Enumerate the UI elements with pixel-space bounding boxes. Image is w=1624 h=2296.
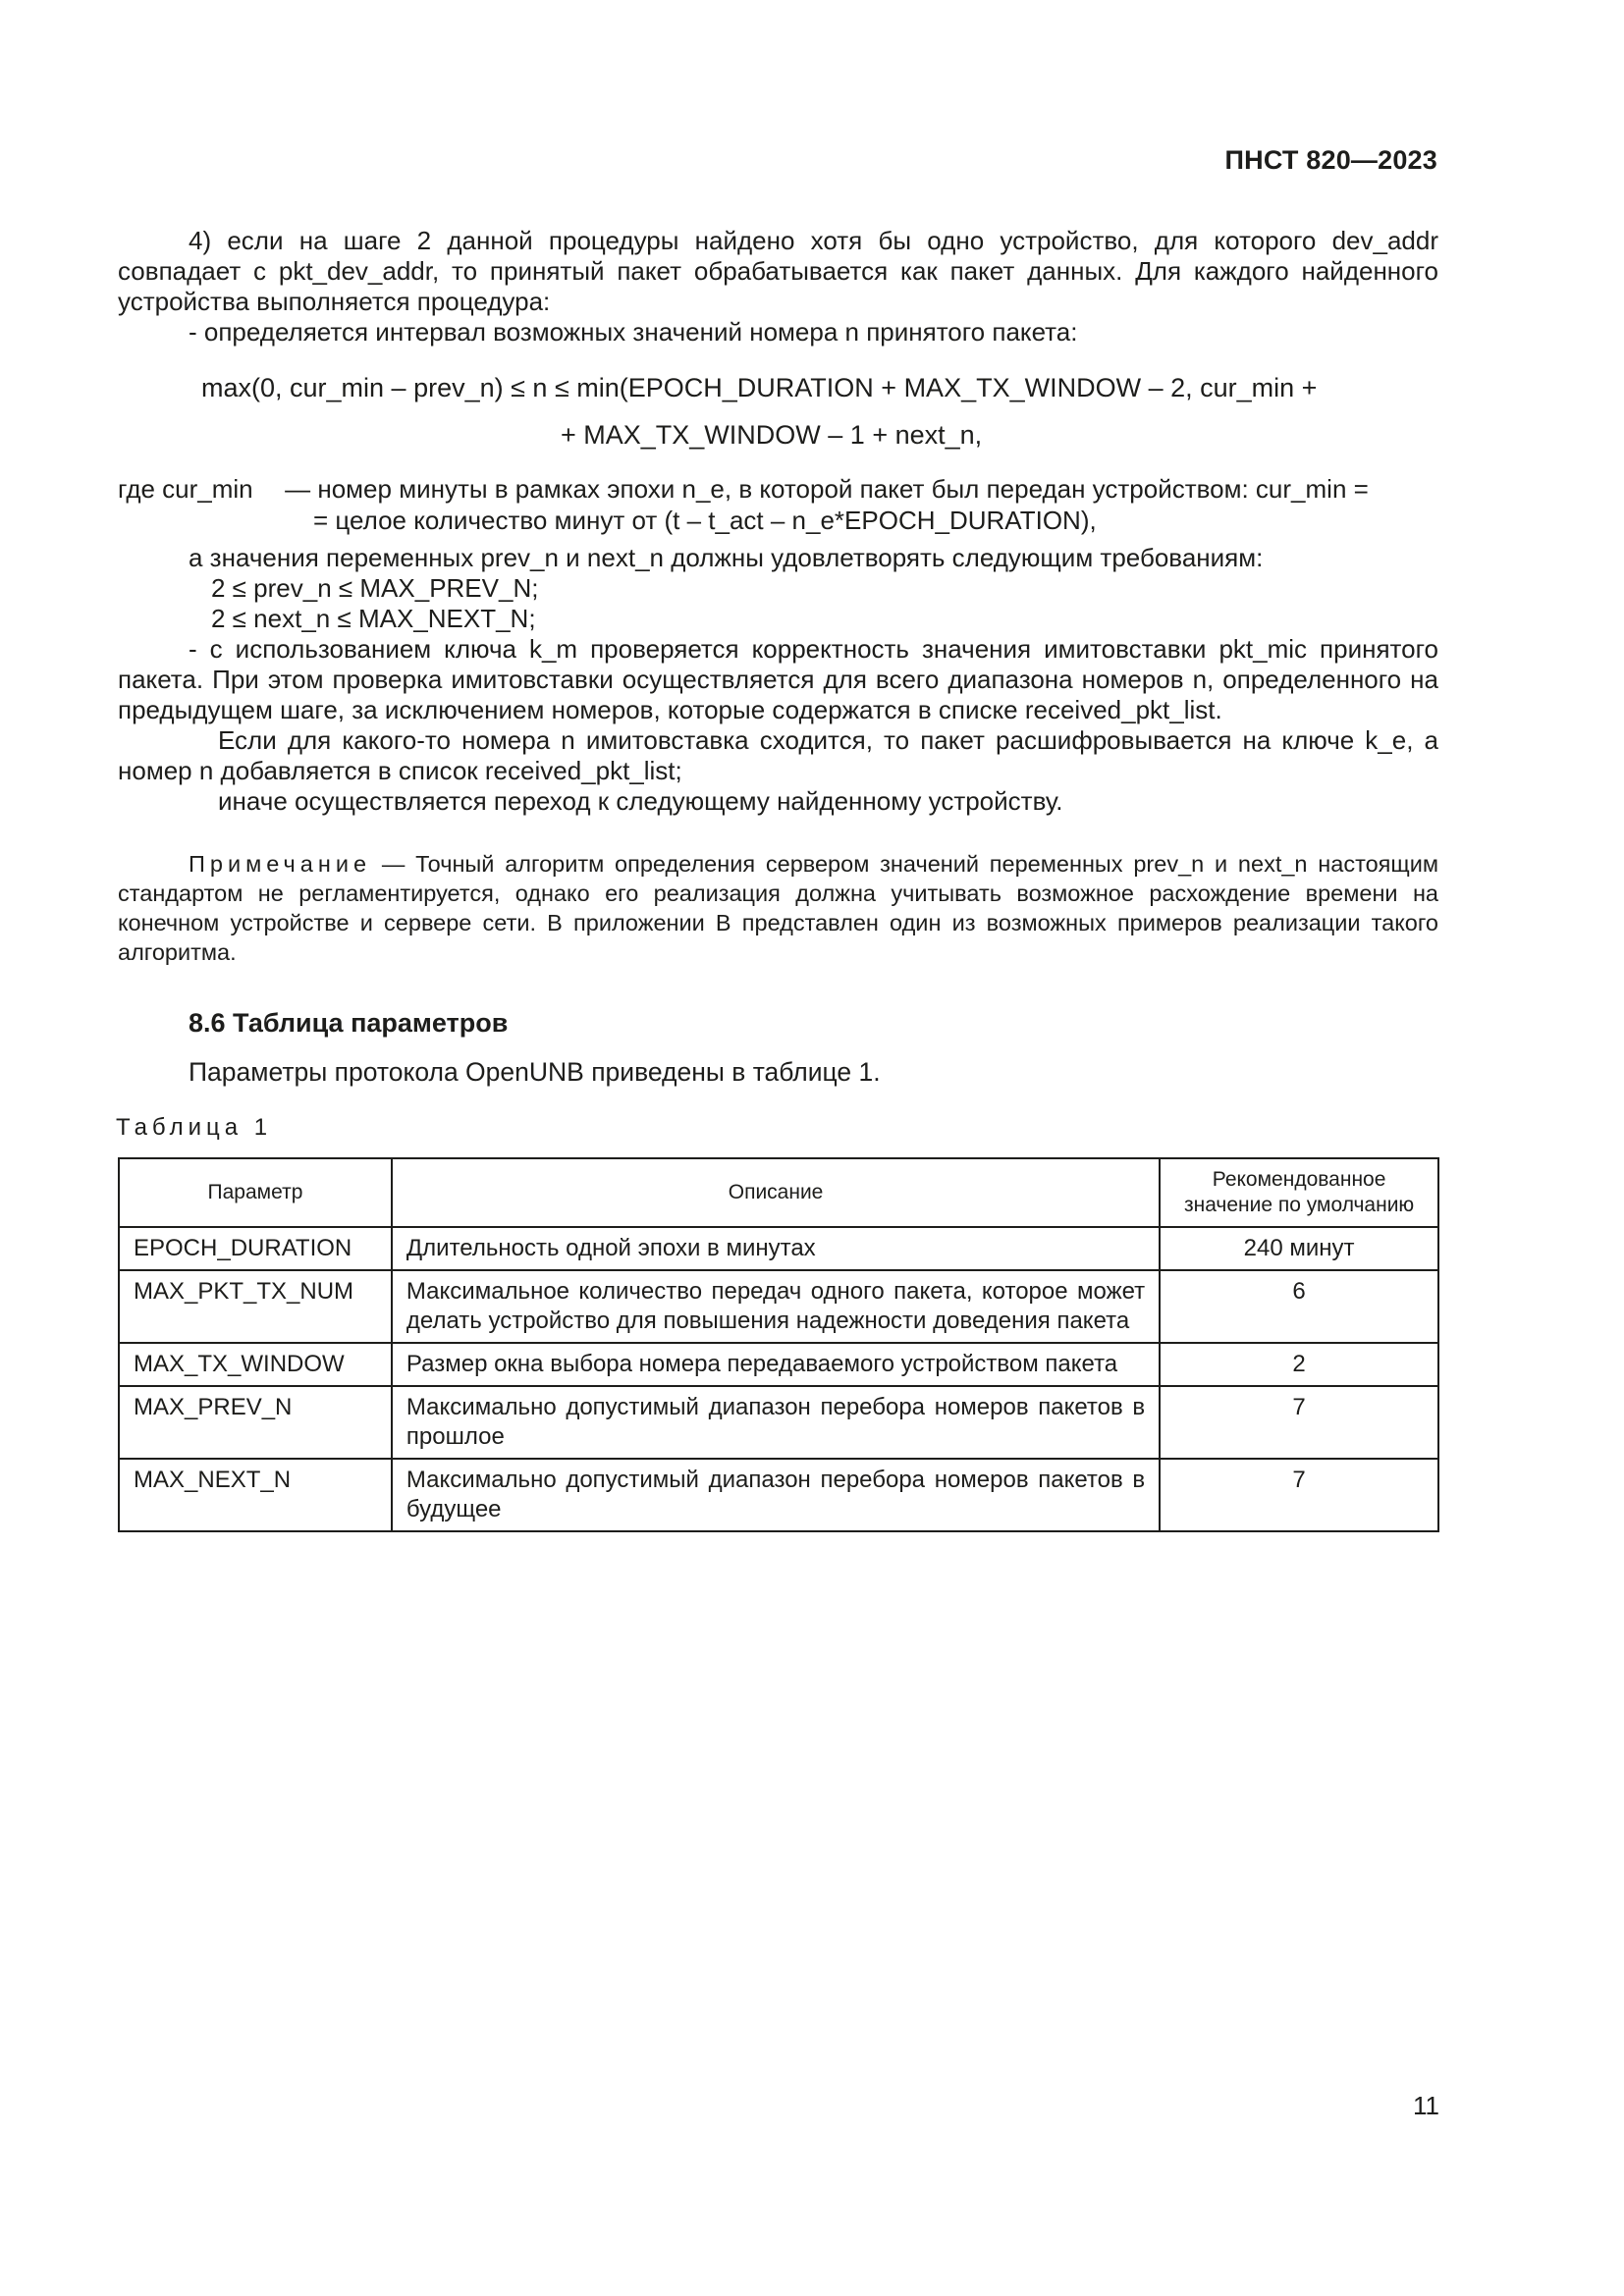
param-description: Длительность одной эпохи в минутах	[392, 1227, 1160, 1270]
table-label: Таблица 1	[116, 1114, 273, 1141]
bullet-mic-check: - с использованием ключа k_m проверяется корректность значения имитовставки pkt_mic принятого пакета. При этом проверка имитовставки осуществляется для всего диапазона номеров n, определенного на предыдущем шаге, за исключением номеров, которые содержатся в списке received_pkt_list.	[118, 634, 1438, 724]
table-row	[119, 1270, 1438, 1343]
procedure-step-4	[118, 226, 1438, 347]
document-id-header: ПНСТ 820—2023	[1224, 145, 1437, 175]
header-description: Описание	[392, 1158, 1160, 1227]
param-name: MAX_PREV_N	[119, 1386, 392, 1459]
where-dash: —	[285, 474, 311, 504]
param-name: MAX_NEXT_N	[119, 1459, 392, 1531]
bullet-interval: - определяется интервал возможных значений номера n принятого пакета:	[189, 317, 1078, 347]
param-description: Максимально допустимый диапазон перебора номеров пакетов в будущее	[392, 1459, 1160, 1531]
where-def-line-1: номер минуты в рамках эпохи n_e, в которой пакет был передан устройством: cur_min =	[317, 474, 1369, 504]
requirements-block	[118, 543, 1438, 817]
condition-next: 2 ≤ next_n ≤ MAX_NEXT_N;	[211, 604, 536, 633]
table-row	[119, 1386, 1438, 1459]
formula-line-2: + MAX_TX_WINDOW – 1 + next_n,	[561, 420, 983, 450]
else-paragraph: иначе осуществляется переход к следующему найденному устройству.	[218, 786, 1063, 816]
condition-prev: 2 ≤ prev_n ≤ MAX_PREV_N;	[211, 573, 539, 603]
param-name: MAX_PKT_TX_NUM	[119, 1270, 392, 1343]
page-number: 11	[1413, 2091, 1439, 2120]
param-default-value: 240 минут	[1160, 1227, 1438, 1270]
param-default-value: 6	[1160, 1270, 1438, 1343]
parameters-table	[118, 1157, 1439, 1532]
table-row	[119, 1459, 1438, 1531]
note-label: Примечание	[189, 851, 372, 877]
header-default-value: Рекомендованное значение по умолчанию	[1160, 1158, 1438, 1227]
note-paragraph	[118, 849, 1438, 967]
param-description: Размер окна выбора номера передаваемого устройством пакета	[392, 1343, 1160, 1386]
note-text: — Точный алгоритм определения сервером значений переменных prev_n и next_n настоящим стандартом не регламентируется, однако его реализация должна учитывать возможное расхождение времени на конечном устройстве и сервере сети. В приложении В представлен один из возможных примеров реализации такого алгоритма.	[118, 851, 1438, 965]
param-name: EPOCH_DURATION	[119, 1227, 392, 1270]
step-4-paragraph: 4) если на шаге 2 данной процедуры найдено хотя бы одно устройство, для которого dev_addr совпадает с pkt_dev_addr, то принятый пакет обрабатывается как пакет данных. Для каждого найденного устройства выполняется процедура:	[118, 226, 1438, 316]
table-header-row	[119, 1158, 1438, 1227]
section-title: 8.6 Таблица параметров	[189, 1008, 509, 1038]
where-definition	[118, 474, 1369, 505]
param-description: Максимальное количество передач одного пакета, которое может делать устройство для повышения надежности доведения пакета	[392, 1270, 1160, 1343]
table-row	[119, 1227, 1438, 1270]
param-default-value: 7	[1160, 1386, 1438, 1459]
formula-line-1: max(0, cur_min – prev_n) ≤ n ≤ min(EPOCH_DURATION + MAX_TX_WINDOW – 2, cur_min +	[201, 373, 1318, 402]
where-term: где cur_min	[118, 474, 253, 504]
param-default-value: 2	[1160, 1343, 1438, 1386]
param-description: Максимально допустимый диапазон перебора номеров пакетов в прошлое	[392, 1386, 1160, 1459]
table-row	[119, 1343, 1438, 1386]
section-intro: Параметры протокола OpenUNB приведены в таблице 1.	[189, 1057, 881, 1087]
param-name: MAX_TX_WINDOW	[119, 1343, 392, 1386]
where-def-line-2: = целое количество минут от (t – t_act – n_e*EPOCH_DURATION),	[313, 506, 1097, 535]
note-block	[118, 849, 1438, 967]
if-match-paragraph: Если для какого-то номера n имитовставка сходится, то пакет расшифровывается на ключе k_e, а номер n добавляется в список received_pkt_list;	[118, 725, 1438, 785]
header-parameter: Параметр	[119, 1158, 392, 1227]
param-default-value: 7	[1160, 1459, 1438, 1531]
requirements-intro: а значения переменных prev_n и next_n должны удовлетворять следующим требованиям:	[189, 543, 1264, 572]
